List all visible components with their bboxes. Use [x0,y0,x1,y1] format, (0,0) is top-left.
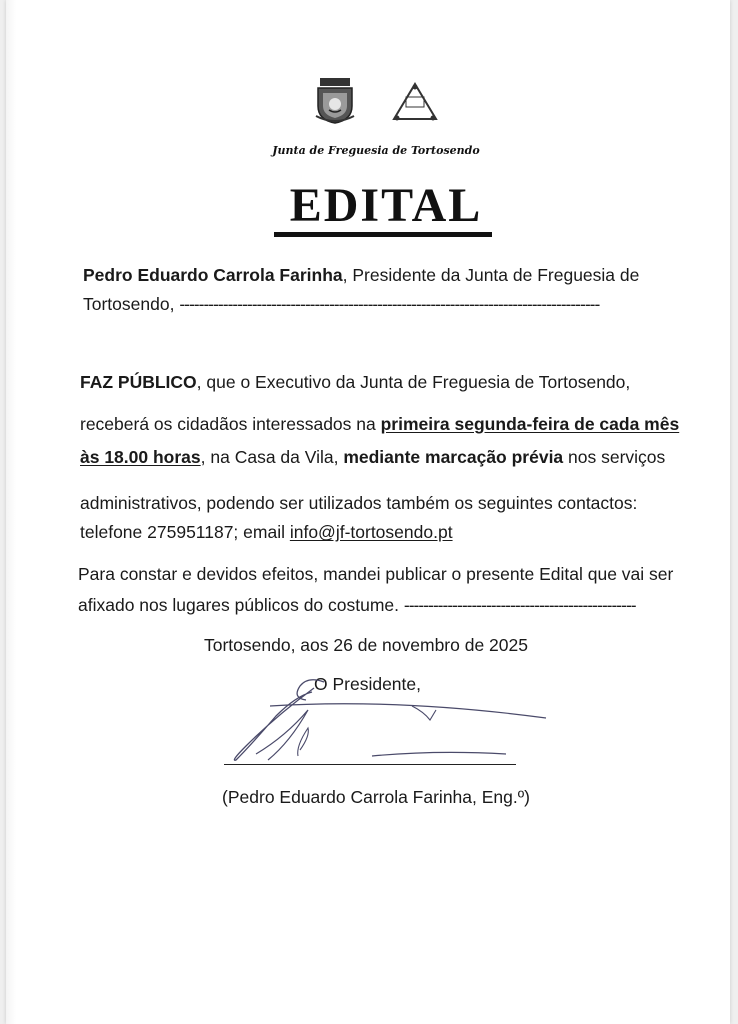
intro-line-1: Pedro Eduardo Carrola Farinha, Presidente da Junta de Freguesia de [83,265,640,285]
body-line-6: Para constar e devidos efeitos, mandei publicar o presente Edital que vai ser [78,564,674,584]
email-link[interactable]: info@jf-tortosendo.pt [289,522,453,542]
entity-name: Junta de Freguesia de Tortosendo [272,144,480,157]
title-underline [274,232,492,237]
body-line-2: receberá os cidadãos interessados na primeira segunda-feira de cada mês [80,414,680,434]
body-line-1: FAZ PÚBLICO, que o Executivo da Junta de Freguesia de Tortosendo, [80,372,631,392]
place-date: Tortosendo, aos 26 de novembro de 2025 [204,635,528,655]
meeting-day-highlight: primeira segunda-feira de cada mês [380,414,680,434]
handwritten-signature [216,676,556,771]
casa-da-vila-logo [392,82,438,122]
coat-of-arms-logo [314,78,356,124]
document-page [6,0,730,1024]
body-line-3: às 18.00 horas, na Casa da Vila, mediante marcação prévia nos serviços [80,447,666,467]
signer-role: O Presidente, [314,674,421,694]
body-line-4: administrativos, podendo ser utilizados também os seguintes contactos: [80,493,638,513]
faz-publico-lead: FAZ PÚBLICO [80,372,197,392]
appointment-note: mediante marcação prévia [343,447,564,467]
body-line-5: telefone 275951187; email info@jf-tortosendo.pt [80,522,453,542]
intro-line-2: Tortosendo, --------------------------------------------------------------------------------------- [83,294,600,314]
signer-name: (Pedro Eduardo Carrola Farinha, Eng.º) [222,787,530,807]
document-title: EDITAL [289,179,483,232]
president-name: Pedro Eduardo Carrola Farinha [83,265,343,285]
signature-line [224,764,516,765]
meeting-time-highlight: às 18.00 horas [80,447,201,467]
body-line-7: afixado nos lugares públicos do costume. ------------------------------------------------ [78,595,636,615]
header-logos [306,78,456,126]
